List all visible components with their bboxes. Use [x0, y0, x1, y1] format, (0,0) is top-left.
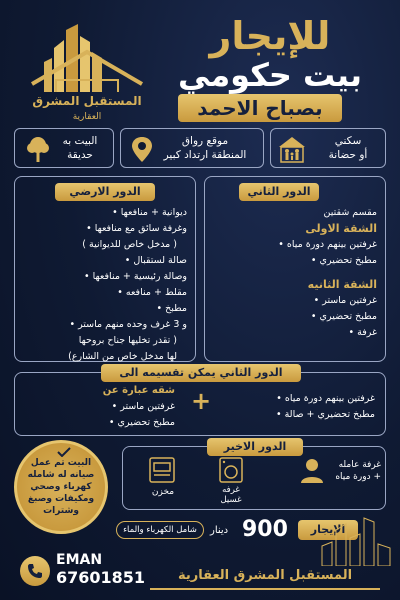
footer-divider — [150, 588, 380, 590]
last-floor-tag: الدور الاخير — [207, 438, 303, 456]
list-item: مطبخ تحضيري • — [55, 415, 175, 431]
price-note: شامل الكهرباء والماء — [116, 521, 204, 539]
tree-icon — [23, 135, 53, 163]
second-floor-panel — [204, 176, 386, 362]
apartment-1-title: الشقة الاولى — [305, 222, 377, 235]
split-right-list — [215, 391, 375, 423]
price-amount: 900 — [242, 517, 288, 542]
contact-phone[interactable]: 67601851 — [56, 568, 146, 587]
maintenance-text: البيت تم عمل صيانه له شامله كهرباء وصحي ومكيفات وصبغ وشترات — [27, 458, 95, 516]
list-item: مطبخ تحضيري • — [209, 253, 377, 269]
list-item: و 3 غرف وحده منهم ماستر • — [19, 317, 187, 333]
logo-company-name: المستقبل المشرق — [32, 94, 142, 108]
list-item: غرفة • — [209, 325, 377, 341]
title-location-bar: بصباح الاحمد — [178, 94, 342, 122]
storage-text: مخزن — [151, 487, 175, 497]
list-item: وصالة رئيسية + منافعها • — [19, 269, 187, 285]
family-icon — [277, 135, 307, 163]
ground-floor-list — [19, 205, 187, 365]
second-floor-list — [209, 205, 377, 341]
storage-box-icon — [149, 457, 175, 483]
map-pin-icon — [127, 135, 157, 163]
split-option-panel — [14, 366, 386, 436]
company-logo — [22, 22, 152, 132]
laundry-text: غرفه غسيل — [220, 485, 242, 505]
list-item: غرفتين بينهم دورة مياه • — [209, 237, 377, 253]
ground-floor-panel — [14, 176, 196, 362]
ground-floor-tag: الدور الارضي — [55, 183, 155, 201]
list-item: صالة لستقبال • — [19, 253, 187, 269]
second-floor-tag: الدور الثاني — [239, 183, 319, 201]
split-left-list — [55, 383, 175, 431]
title-for-rent: للإيجار — [209, 14, 331, 58]
check-icon — [57, 447, 71, 457]
list-item: مطبخ تحضيري • — [209, 309, 377, 325]
footer-company-name: المستقبل المشرق العقارية — [177, 568, 353, 583]
list-item: مقلط + منافعه • — [19, 285, 187, 301]
feature-residential — [270, 128, 386, 168]
maid-icon — [299, 457, 325, 483]
list-item: غرفتين ماستر • — [55, 399, 175, 415]
second-floor-intro: مقسم شقتين — [323, 207, 377, 218]
price-currency: دينار — [210, 525, 229, 536]
title-gov-house: بيت حكومي — [177, 56, 362, 94]
list-item: ديوانية + منافعها • — [19, 205, 187, 221]
phone-icon — [20, 556, 50, 586]
feature-garden — [14, 128, 114, 168]
feature-garden-text: البيت به حديقة — [62, 135, 98, 161]
list-item: غرفتين بينهم دورة مياه • — [215, 391, 375, 407]
list-item: وغرفة سائق مع منافعها • — [19, 221, 187, 237]
list-item: مطبخ • — [19, 301, 187, 317]
list-item: مطبخ تحضيري + صالة • — [215, 407, 375, 423]
split-left-title: شقه عبارة عن — [102, 385, 175, 396]
plus-sign: + — [191, 387, 212, 415]
maintenance-badge — [14, 440, 108, 534]
split-option-tag: الدور الثاني يمكن تقسيمه الى — [101, 364, 301, 382]
apartment-2-title: الشقة الثانيه — [307, 278, 377, 291]
list-item: ( مدخل خاص للديوانية ) — [82, 239, 177, 250]
skyline-icon — [318, 516, 398, 566]
maid-room-text: غرفة عامله + دورة مياه — [335, 460, 381, 482]
list-item: لها مدخل خاص من الشارع) — [68, 351, 177, 362]
list-item: ( تقدر تخليها جناح بروحها — [78, 335, 177, 346]
buildings-logo-icon — [22, 22, 152, 94]
contact-block[interactable] — [14, 550, 146, 592]
price-label: الإيجار — [298, 520, 358, 540]
last-floor-panel — [122, 440, 386, 510]
washing-machine-icon — [219, 457, 243, 483]
logo-company-sub: العقارية — [72, 112, 102, 122]
feature-residential-text: سكني أو حضانة — [328, 135, 368, 161]
contact-name: EMAN — [56, 552, 103, 568]
list-item: غرفتين ماستر • — [209, 293, 377, 309]
feature-location-text: موقع رواق المنطقة ارتداد كبير — [163, 135, 247, 161]
feature-location — [120, 128, 264, 168]
